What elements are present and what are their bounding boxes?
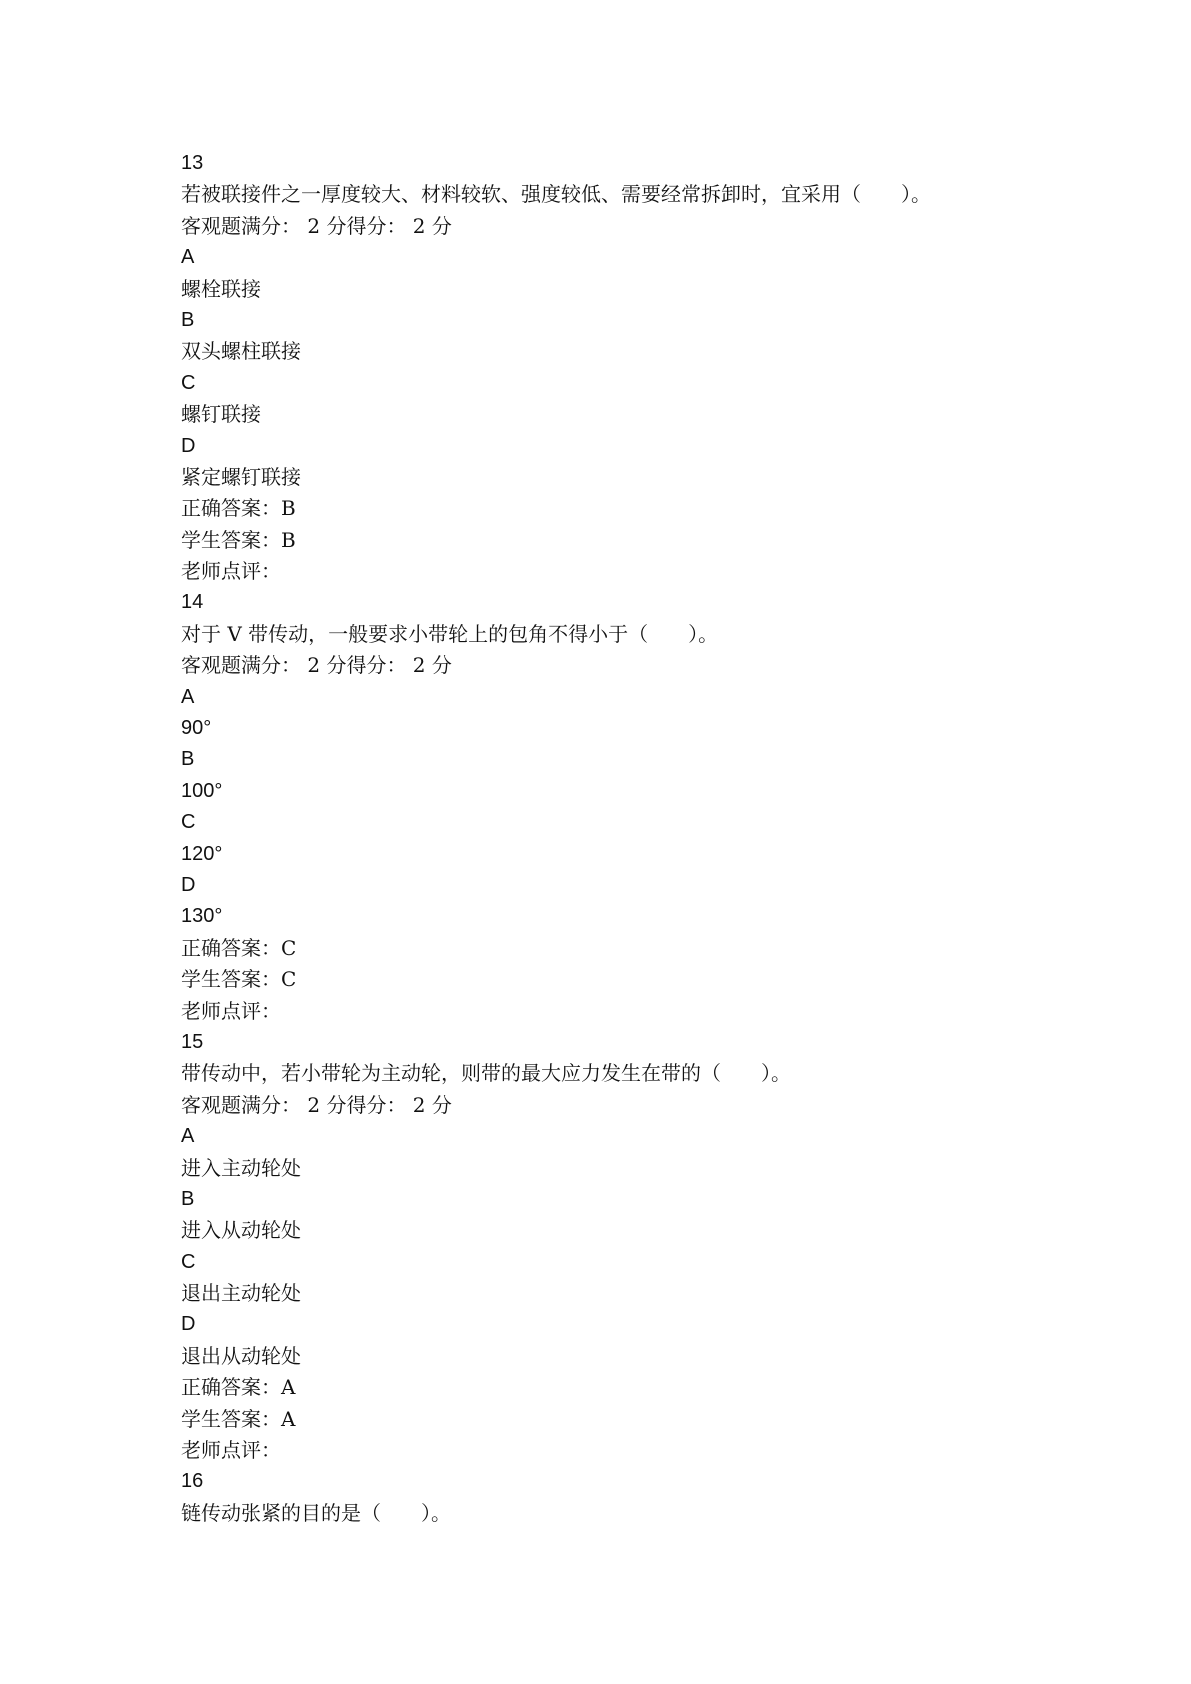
- student-answer: 学生答案：B: [181, 527, 296, 552]
- option-letter: D: [181, 1313, 196, 1336]
- score-line: 客观题满分： 2 分得分： 2 分: [181, 213, 452, 238]
- option-letter: D: [181, 434, 196, 457]
- option-text: 90°: [181, 717, 212, 740]
- option-letter: A: [181, 1125, 195, 1148]
- option-text: 退出从动轮处: [181, 1343, 301, 1368]
- student-answer: 学生答案：C: [181, 967, 297, 992]
- option-text: 螺钉联接: [181, 402, 261, 427]
- score-line: 客观题满分： 2 分得分： 2 分: [181, 653, 452, 678]
- document-page: [181, 148, 1081, 1529]
- option-text: 100°: [181, 779, 223, 802]
- teacher-comment: 老师点评：: [181, 998, 281, 1023]
- option-letter: A: [181, 246, 195, 269]
- question-stem: 链传动张紧的目的是（ ）。: [181, 1500, 451, 1525]
- option-text: 双头螺柱联接: [181, 339, 301, 364]
- option-text: 螺栓联接: [181, 276, 261, 301]
- option-text: 进入从动轮处: [181, 1218, 301, 1243]
- question-number: 16: [181, 1470, 204, 1493]
- score-line: 客观题满分： 2 分得分： 2 分: [181, 1092, 452, 1117]
- option-text: 退出主动轮处: [181, 1281, 301, 1306]
- option-text: 紧定螺钉联接: [181, 464, 301, 489]
- question-stem: 带传动中，若小带轮为主动轮，则带的最大应力发生在带的（ ）。: [181, 1061, 791, 1086]
- correct-answer: 正确答案：A: [181, 1375, 296, 1400]
- question-number: 13: [181, 152, 204, 174]
- student-answer: 学生答案：A: [181, 1406, 296, 1431]
- question-stem: 若被联接件之一厚度较大、材料较软、强度较低、需要经常拆卸时，宜采用（ ）。: [181, 182, 931, 207]
- option-letter: C: [181, 1250, 196, 1273]
- teacher-comment: 老师点评：: [181, 1438, 281, 1463]
- option-text: 120°: [181, 842, 223, 865]
- option-letter: A: [181, 685, 195, 708]
- option-letter: B: [181, 1187, 195, 1210]
- correct-answer: 正确答案：C: [181, 935, 297, 960]
- question-stem: 对于 V 带传动，一般要求小带轮上的包角不得小于（ ）。: [181, 621, 719, 646]
- question-number: 15: [181, 1030, 204, 1053]
- option-letter: C: [181, 811, 196, 834]
- correct-answer: 正确答案：B: [181, 496, 296, 521]
- question-number: 14: [181, 591, 204, 614]
- option-letter: D: [181, 873, 196, 896]
- option-text: 进入主动轮处: [181, 1155, 301, 1180]
- option-letter: B: [181, 748, 195, 771]
- teacher-comment: 老师点评：: [181, 559, 281, 584]
- option-letter: C: [181, 371, 196, 394]
- option-text: 130°: [181, 905, 223, 928]
- option-letter: B: [181, 308, 195, 331]
